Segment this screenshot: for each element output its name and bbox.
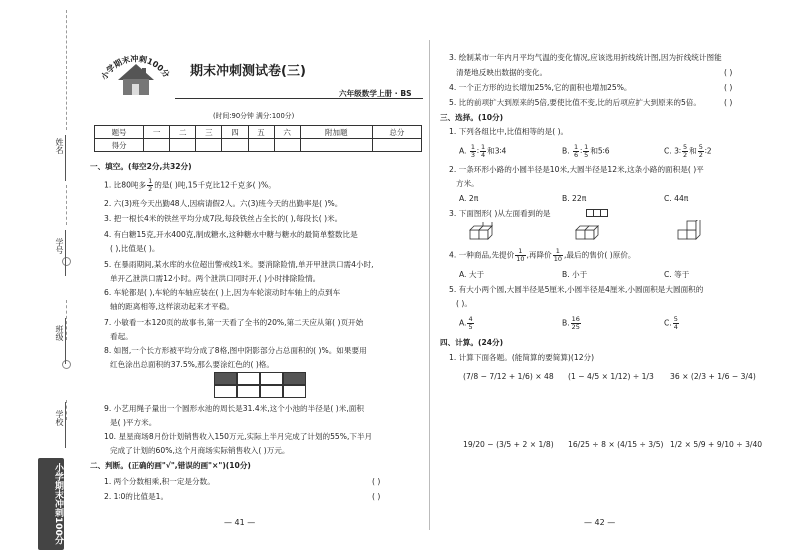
house-logo-icon	[96, 32, 176, 102]
fraction	[147, 178, 153, 193]
score-header-cell: 六	[274, 126, 300, 139]
denominator: 4	[481, 151, 486, 159]
name-label: 姓名	[55, 138, 64, 154]
question-1-7-cont: 看起。	[110, 332, 133, 341]
grid-cell	[283, 385, 306, 398]
option-text: 和3∶4	[487, 146, 507, 156]
numerator: 16	[571, 315, 580, 323]
score-header-cell: 二	[170, 126, 196, 139]
score-header-cell: 四	[222, 126, 248, 139]
question-1-3: 3. 把一根长4米的铁丝平均分成7段,每段铁丝占全长的( ),每段长( )米。	[104, 214, 343, 223]
question-text: ,最后的售价( )原价。	[564, 250, 636, 260]
choice-1: 1. 下列各组比中,比值相等的是( )。	[449, 127, 569, 136]
choice-2-option-a[interactable]: A. 2π	[459, 194, 479, 203]
choice-5-option-c[interactable]	[664, 316, 680, 331]
cut-line	[66, 400, 67, 420]
option-text: ∶2	[704, 146, 712, 156]
numerator: 5	[673, 315, 678, 323]
option-text: 和5∶6	[590, 146, 610, 156]
score-header-cell: 附加题	[300, 126, 372, 139]
class-label: 班级	[55, 325, 64, 341]
numerator: 5	[698, 143, 703, 151]
section4-title: 四、计算。(24分)	[440, 338, 504, 347]
page-divider	[429, 40, 430, 530]
judge-3-cont: 清楚地反映出数据的变化。	[456, 68, 548, 77]
question-1-7: 7. 小敏看一本120页的故事书,第一天看了全书的20%,第二天应从第( )页开始	[104, 318, 364, 327]
left-view-shape-icon	[586, 208, 610, 218]
answer-blank[interactable]: ( )	[372, 477, 381, 486]
score-cell[interactable]	[274, 139, 300, 152]
question-1-9: 9. 小艺用绳子量出一个圆形水池的周长是31.4米,这个小池的半径是( )米,面积	[104, 404, 364, 413]
score-cell[interactable]	[196, 139, 222, 152]
denominator: 6	[574, 151, 579, 159]
fraction	[698, 144, 704, 159]
subtitle: 六年级数学上册 · BS	[339, 89, 412, 98]
numerator: 1	[584, 143, 589, 151]
denominator: 2	[698, 151, 703, 159]
score-header-cell: 题号	[95, 126, 144, 139]
choice-4	[449, 248, 636, 263]
judge-5: 5. 比的前项扩大到原来的5倍,要使比值不变,比的后项应扩大到原来的5倍。	[449, 98, 701, 107]
score-cell[interactable]	[222, 139, 248, 152]
question-1-5: 5. 在暴雨期间,某水库的水位超出警戒线1米。要消除险情,单开甲泄洪口需4小时,	[104, 260, 374, 269]
judge-2: 2. 1∶0的比值是1。	[104, 492, 169, 501]
section2-title: 二、判断。(正确的画"√",错误的画"×")(10分)	[90, 461, 251, 470]
denominator: 5	[468, 323, 473, 331]
score-header-cell: 三	[196, 126, 222, 139]
denominator: 2	[148, 185, 153, 193]
cut-line	[66, 300, 67, 340]
class-field[interactable]	[65, 318, 66, 364]
numerator: 1	[470, 143, 476, 151]
fraction	[583, 144, 589, 159]
shaded-rectangle-figure	[214, 372, 306, 398]
page-number-right: — 42 —	[584, 518, 616, 527]
denominator: 10	[516, 255, 525, 263]
denominator: 25	[571, 323, 580, 331]
choice-5: 5. 有大小两个圆,大圆半径是5厘米,小圆半径是4厘米,小圆面积是大圆面积的	[449, 285, 704, 294]
question-1-6-cont: 轴的距离相等,这样滚动起来才平稳。	[110, 302, 234, 311]
choice-1-option-b[interactable]: B. $\frac{1}{6}$ ∶ $\frac{1}{5}$ 和5∶6	[562, 143, 610, 159]
choice-3: 3. 下面图形( )从左面看到的是	[449, 209, 551, 218]
name-field[interactable]	[65, 135, 66, 181]
expression-2: (1 − 4/5 × 1/12) ÷ 1/3	[568, 372, 654, 381]
denominator: 4	[673, 323, 678, 331]
score-cell[interactable]	[300, 139, 372, 152]
score-table-header-row	[95, 126, 422, 139]
judge-4: 4. 一个正方形的边长增加25%,它的面积也增加25%。	[449, 83, 632, 92]
choice-4-option-a[interactable]: A. 大于	[459, 270, 485, 279]
numerator: 1	[481, 143, 486, 151]
question-1-9-cont: 是( )平方米。	[110, 418, 157, 427]
student-id-label: 学号	[55, 238, 64, 254]
grid-cell	[214, 385, 237, 398]
answer-blank[interactable]: ( )	[724, 83, 733, 92]
choice-1-option-c[interactable]	[664, 144, 712, 159]
page-number-left: — 41 —	[224, 518, 256, 527]
choice-2-cont: 方米。	[456, 179, 479, 188]
option-text: 和	[689, 146, 697, 156]
option-label: C. 3∶	[664, 146, 681, 156]
expression-4: 19/20 − (3/5 + 2 × 1/8)	[463, 440, 554, 449]
question-1-4: 4. 有白糖15克,开水400克,制成糖水,这种糖水中糖与糖水的最简单整数比是	[104, 230, 358, 239]
numerator: 1	[574, 143, 579, 151]
choice-5-option-b[interactable]	[562, 316, 582, 331]
numerator: 1	[515, 248, 525, 256]
question-1-2: 2. 六(3)班今天出勤48人,因病请假2人。六(3)班今天的出勤率是( )%。	[104, 199, 343, 208]
answer-blank[interactable]: ( )	[724, 68, 733, 77]
shaded-cell	[214, 372, 237, 385]
option-label: C.	[664, 318, 672, 328]
question-text: 1. 比80吨多	[104, 180, 147, 190]
student-id-field[interactable]	[65, 230, 66, 276]
numerator: 1	[553, 248, 563, 256]
expression-1: (7/8 − 7/12 + 1/6) × 48	[463, 372, 554, 381]
cube-figure-c-icon[interactable]	[676, 220, 710, 242]
choice-5-cont: ( )。	[456, 299, 472, 308]
question-1-5-cont: 单开乙泄洪口需12小时。两个泄洪口同时开,( )小时排除险情。	[110, 274, 321, 283]
fraction	[467, 316, 473, 331]
question-1-8-cont: 红色涂出总面积的37.5%,那么要涂红色的( )格。	[110, 360, 274, 369]
question-1-8: 8. 如图,一个长方形被平均分成了8格,图中阴影部分占总面积的( )%。如果要用	[104, 346, 367, 355]
score-header-cell: 总分	[372, 126, 421, 139]
page-title: 期末冲刺测试卷(三)	[190, 64, 306, 79]
judge-1: 1. 两个分数相乘,积一定是分数。	[104, 477, 215, 486]
expression-3: 36 × (2/3 + 1/6 − 3/4)	[670, 372, 756, 381]
cut-line	[66, 185, 67, 225]
grid-cell	[260, 385, 283, 398]
question-1-10-cont: 完成了计划的60%,这个月商场实际销售收入( )万元。	[110, 446, 290, 455]
binding-hole	[62, 360, 71, 369]
time-info: (时间:90分钟 满分:100分)	[213, 112, 295, 120]
grid-cell	[237, 385, 260, 398]
judge-3: 3. 绘制某市一年内月平均气温的变化情况,应该选用折线统计图,因为折线统计图能	[449, 53, 722, 62]
option-label: A.	[459, 146, 469, 156]
cut-line	[66, 10, 67, 130]
fraction	[673, 316, 679, 331]
calc-1: 1. 计算下面各题。(能简算的要简算)(12分)	[449, 353, 595, 362]
score-cell[interactable]	[170, 139, 196, 152]
score-header-cell: 一	[144, 126, 170, 139]
question-text: ,再降价	[526, 250, 552, 260]
denominator: 3	[470, 151, 476, 159]
shaded-cell	[283, 372, 306, 385]
logo-arc-text: 小学期末冲刺100分	[99, 54, 172, 82]
fraction	[515, 248, 525, 263]
fraction	[480, 144, 486, 159]
denominator: 10	[553, 255, 562, 263]
fraction	[470, 144, 476, 159]
fraction	[682, 144, 688, 159]
expression-5: 16/25 ÷ 8 × (4/15 ÷ 3/5)	[568, 440, 664, 449]
school-label: 学校	[55, 410, 64, 426]
fraction	[553, 248, 563, 263]
binding-strip	[0, 0, 78, 560]
fraction	[571, 316, 581, 331]
choice-4-option-c[interactable]: C. 等于	[664, 270, 690, 279]
choice-2-option-c[interactable]: C. 44π	[664, 194, 689, 203]
expression-6: 1/2 × 5/9 + 9/10 ÷ 3/40	[670, 440, 763, 449]
question-1-4-cont: ( ),比值是( )。	[110, 244, 160, 253]
choice-4-option-b[interactable]: B. 小于	[562, 270, 588, 279]
question-text: 的是( )吨,15千克比12千克多( )%。	[154, 180, 276, 190]
choice-2-option-b[interactable]: B. 22π	[562, 194, 587, 203]
section3-title: 三、选择。(10分)	[440, 113, 504, 122]
grid-cell	[260, 372, 283, 385]
grid-cell	[237, 372, 260, 385]
school-field[interactable]	[65, 402, 66, 448]
score-cell[interactable]	[248, 139, 274, 152]
score-table	[94, 125, 422, 152]
score-row-label: 得分	[95, 139, 144, 152]
choice-1-option-a[interactable]: A. $\frac{1}{3}$ ∶ $\frac{1}{4}$ 和3∶4	[459, 143, 507, 159]
numerator: 1	[148, 177, 153, 185]
score-cell[interactable]	[144, 139, 170, 152]
score-table-row	[95, 139, 422, 152]
section1-title: 一、填空。(每空2分,共32分)	[90, 162, 192, 171]
question-text: 4. 一种商品,先提价	[449, 250, 515, 260]
question-1-6: 6. 车轮都是( ),车轮的车轴应装在( )上,因为车轮滚动时车轴上的点到车	[104, 288, 341, 297]
option-label: A.	[459, 318, 467, 328]
denominator: 5	[584, 151, 589, 159]
question-1-1	[104, 178, 276, 193]
denominator: 2	[682, 151, 688, 159]
cube-figure-b-icon[interactable]	[574, 222, 608, 242]
fraction	[573, 144, 579, 159]
numerator: 5	[682, 143, 688, 151]
choice-5-option-a[interactable]	[459, 316, 475, 331]
answer-blank[interactable]: ( )	[372, 492, 381, 501]
choice-2: 2. 一条环形小路的小圆半径是10米,大圆半径是12米,这条小路的面积是( )平	[449, 165, 704, 174]
score-header-cell: 五	[248, 126, 274, 139]
option-label: B.	[562, 146, 573, 156]
score-cell[interactable]	[372, 139, 421, 152]
option-label: B.	[562, 318, 570, 328]
numerator: 4	[468, 315, 473, 323]
answer-blank[interactable]: ( )	[724, 98, 733, 107]
cube-figure-a-icon[interactable]	[468, 222, 502, 242]
binding-hole	[62, 257, 71, 266]
brand-tab: 小学期末冲刺100分	[38, 458, 64, 550]
question-1-10: 10. 星星商场8月份计划销售收入150万元,实际上半月完成了计划的55%,下半月	[104, 432, 373, 441]
